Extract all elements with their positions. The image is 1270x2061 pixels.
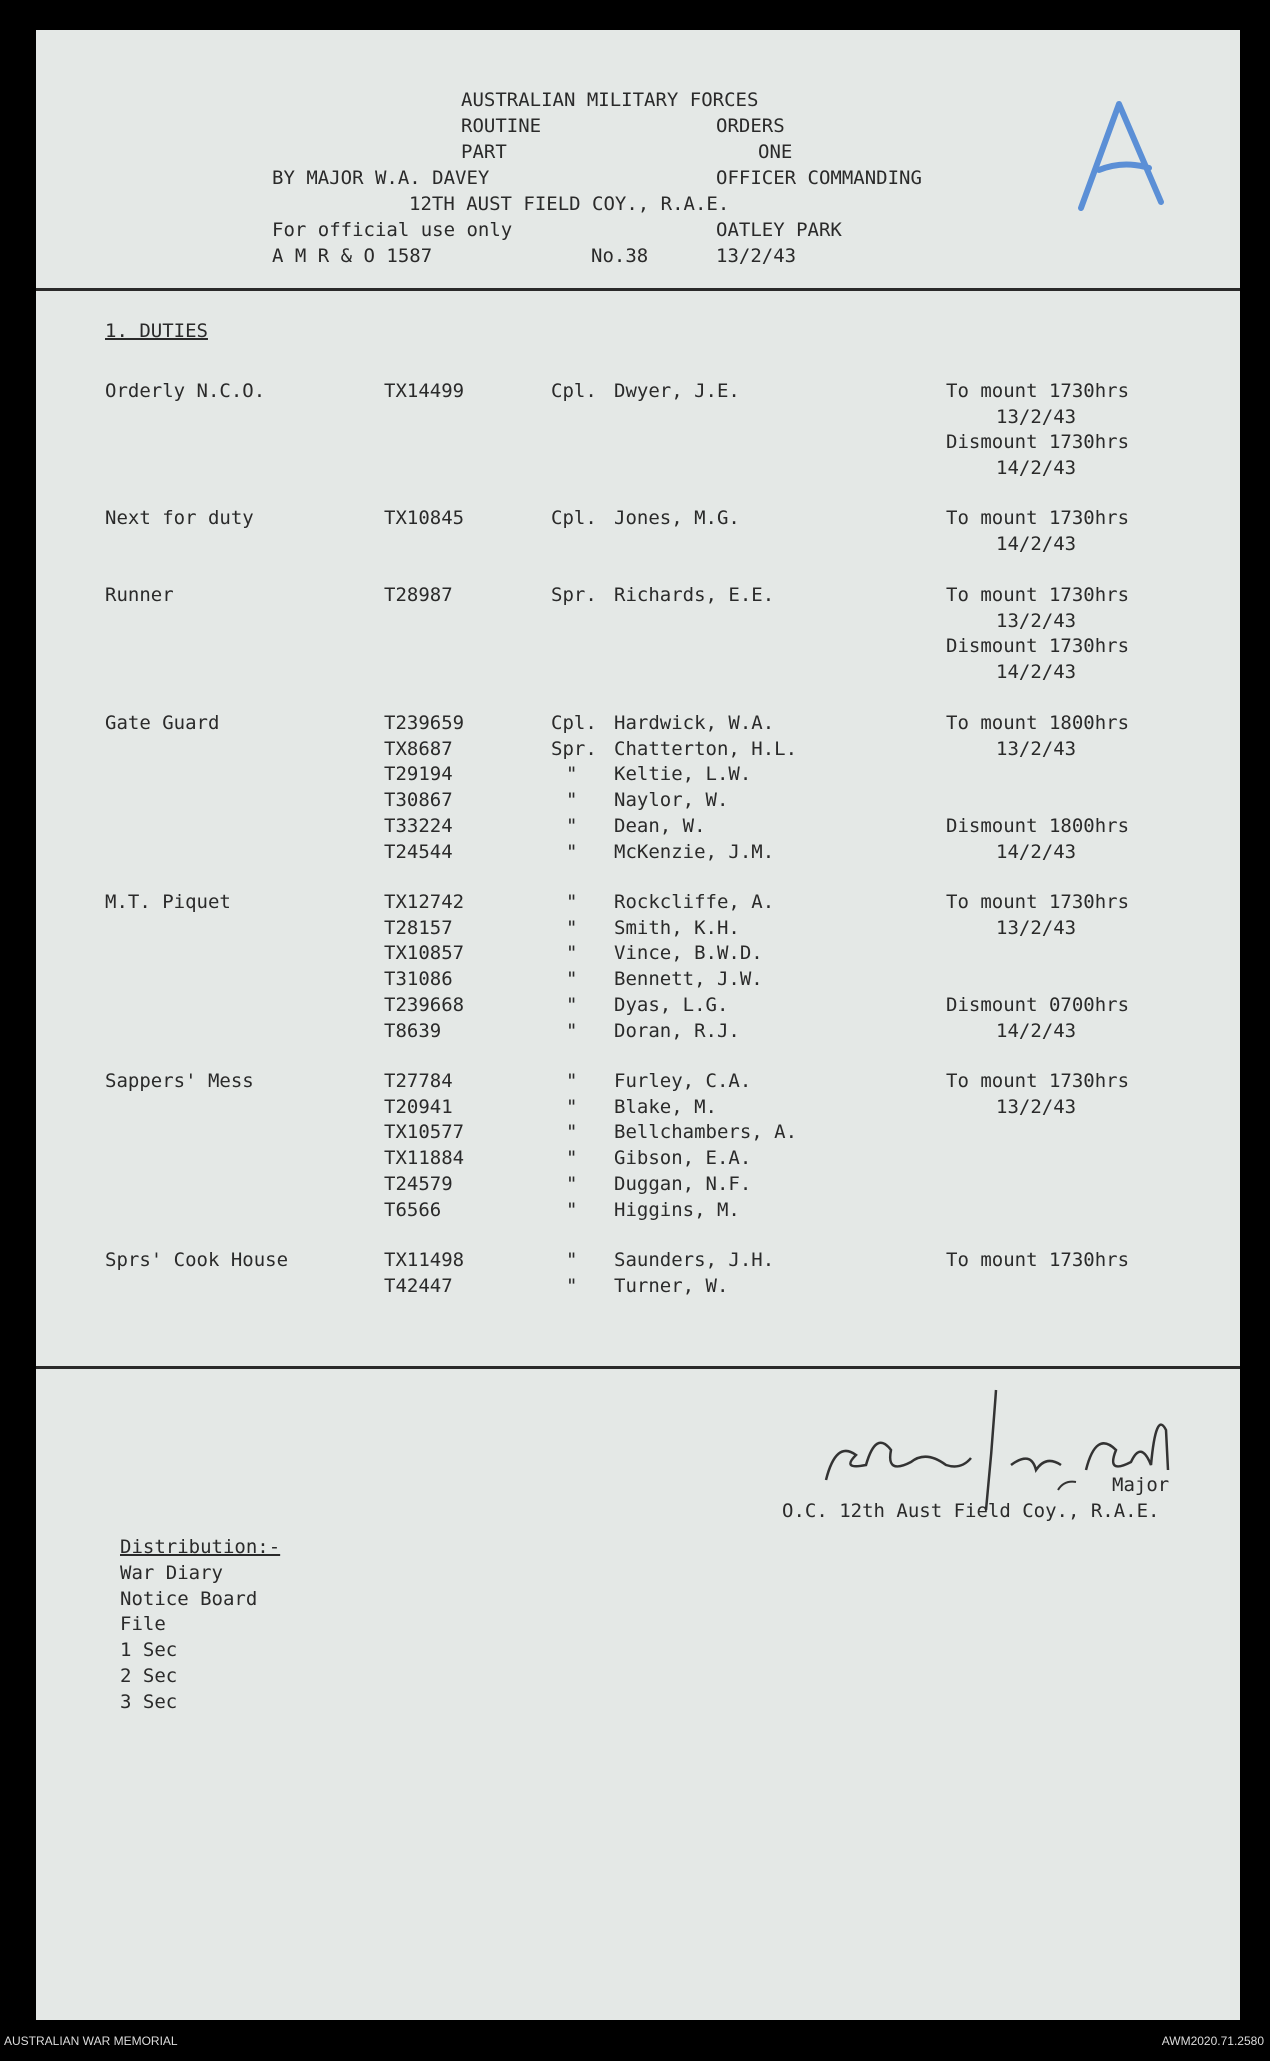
rank: ": [566, 763, 578, 786]
member-name: Higgins, M.: [614, 1198, 740, 1221]
rank: ": [566, 814, 578, 837]
time-date: 14/2/43: [996, 532, 1077, 555]
member-name: Dean, W.: [614, 814, 706, 837]
member-name: Bellchambers, A.: [614, 1121, 798, 1144]
member-name: Naylor, W.: [614, 789, 729, 812]
time-line: To mount 1730hrs: [946, 584, 1130, 606]
service-number: T20941: [384, 1095, 453, 1118]
duty-name: Sappers' Mess: [105, 1070, 254, 1092]
service-number: T42447: [384, 1274, 453, 1297]
service-number: T24544: [384, 840, 453, 863]
time-date: 13/2/43: [996, 405, 1077, 428]
rank: ": [566, 1070, 578, 1092]
service-number: T6566: [384, 1198, 442, 1221]
member-name: Doran, R.J.: [614, 1019, 740, 1042]
document-page: [36, 30, 1240, 2020]
member-name: McKenzie, J.M.: [614, 840, 775, 863]
service-number: T33224: [384, 814, 453, 837]
time-date: 14/2/43: [996, 840, 1077, 863]
header-orders: ORDERS: [716, 115, 785, 137]
service-number: T31086: [384, 968, 453, 991]
member-name: Keltie, L.W.: [614, 763, 752, 786]
distribution-item: Notice Board: [120, 1587, 258, 1610]
rank: ": [566, 1274, 578, 1297]
time-line: Dismount 0700hrs: [946, 993, 1130, 1016]
member-name: Chatterton, H.L.: [614, 737, 798, 760]
service-number: TX8687: [384, 737, 453, 760]
time-line: Dismount 1730hrs: [946, 635, 1130, 658]
header-title: AUSTRALIAN MILITARY FORCES: [461, 89, 759, 111]
rank: ": [566, 1147, 578, 1170]
rank: ": [566, 891, 578, 913]
service-number: TX14499: [384, 380, 465, 402]
duty-name: M.T. Piquet: [105, 891, 231, 913]
rank: Spr.: [551, 737, 597, 760]
bottom-divider: [36, 1366, 1240, 1369]
time-date: 13/2/43: [996, 1095, 1077, 1118]
service-number: T8639: [384, 1019, 442, 1042]
member-name: Saunders, J.H.: [614, 1249, 775, 1271]
service-number: T28157: [384, 916, 453, 939]
duty-name: Gate Guard: [105, 712, 220, 734]
header-official: For official use only: [272, 219, 513, 241]
rank: Cpl.: [551, 712, 597, 734]
footer-credit: AUSTRALIAN WAR MEMORIAL: [4, 2034, 178, 2048]
header-unit: 12TH AUST FIELD COY., R.A.E.: [409, 193, 730, 215]
time-line: Dismount 1800hrs: [946, 814, 1130, 837]
member-name: Vince, B.W.D.: [614, 942, 763, 965]
header-amr: A M R & O 1587: [272, 245, 433, 267]
member-name: Dyas, L.G.: [614, 993, 729, 1016]
rank: ": [566, 1019, 578, 1042]
member-name: Turner, W.: [614, 1274, 729, 1297]
duty-name: Orderly N.C.O.: [105, 380, 266, 402]
header-one: ONE: [758, 141, 793, 163]
member-name: Blake, M.: [614, 1095, 717, 1118]
rank: ": [566, 993, 578, 1016]
header-by: BY MAJOR W.A. DAVEY: [272, 167, 490, 189]
rank: ": [566, 1172, 578, 1195]
member-name: Smith, K.H.: [614, 916, 740, 939]
distribution-item: File: [120, 1613, 166, 1636]
distribution-title: Distribution:-: [120, 1536, 281, 1558]
service-number: TX10845: [384, 507, 465, 529]
time-date: 14/2/43: [996, 457, 1077, 480]
time-date: 13/2/43: [996, 609, 1077, 632]
member-name: Gibson, E.A.: [614, 1147, 752, 1170]
time-line: To mount 1730hrs: [946, 891, 1130, 913]
rank: Cpl.: [551, 507, 597, 529]
member-name: Duggan, N.F.: [614, 1172, 752, 1195]
footer-accession: AWM2020.71.2580: [1161, 2034, 1264, 2048]
duty-name: Next for duty: [105, 507, 254, 529]
member-name: Jones, M.G.: [614, 507, 740, 529]
service-number: T28987: [384, 584, 453, 606]
time-line: Dismount 1730hrs: [946, 431, 1130, 454]
service-number: T239659: [384, 712, 465, 734]
time-line: To mount 1730hrs: [946, 380, 1130, 402]
service-number: T24579: [384, 1172, 453, 1195]
header-part: PART: [461, 141, 507, 163]
header-routine: ROUTINE: [461, 115, 542, 137]
service-number: T239668: [384, 993, 465, 1016]
time-date: 13/2/43: [996, 737, 1077, 760]
member-name: Dwyer, J.E.: [614, 380, 740, 402]
service-number: T29194: [384, 763, 453, 786]
time-date: 14/2/43: [996, 1019, 1077, 1042]
rank: ": [566, 968, 578, 991]
rank: ": [566, 789, 578, 812]
time-line: To mount 1730hrs: [946, 1249, 1130, 1271]
handwritten-a-mark: [1061, 90, 1181, 220]
rank: ": [566, 916, 578, 939]
duty-name: Runner: [105, 584, 174, 606]
service-number: T30867: [384, 789, 453, 812]
rank: ": [566, 840, 578, 863]
member-name: Hardwick, W.A.: [614, 712, 775, 734]
member-name: Richards, E.E.: [614, 584, 775, 606]
rank: ": [566, 1121, 578, 1144]
distribution-item: 1 Sec: [120, 1639, 178, 1662]
time-line: To mount 1730hrs: [946, 507, 1130, 529]
header-location: OATLEY PARK: [716, 219, 842, 241]
rank: ": [566, 1095, 578, 1118]
top-divider: [36, 288, 1240, 291]
rank: Cpl.: [551, 380, 597, 402]
member-name: Furley, C.A.: [614, 1070, 752, 1092]
service-number: TX11498: [384, 1249, 465, 1271]
service-number: TX10577: [384, 1121, 465, 1144]
time-line: To mount 1730hrs: [946, 1070, 1130, 1092]
header-number: No.38: [591, 245, 649, 267]
member-name: Rockcliffe, A.: [614, 891, 775, 913]
duty-name: Sprs' Cook House: [105, 1249, 289, 1271]
time-date: 14/2/43: [996, 661, 1077, 684]
rank: Spr.: [551, 584, 597, 606]
member-name: Bennett, J.W.: [614, 968, 763, 991]
distribution-item: 3 Sec: [120, 1690, 178, 1713]
service-number: T27784: [384, 1070, 453, 1092]
header-date: 13/2/43: [716, 245, 797, 267]
distribution-item: War Diary: [120, 1562, 223, 1584]
service-number: TX12742: [384, 891, 465, 913]
section-title: 1. DUTIES: [105, 320, 208, 342]
rank: ": [566, 1249, 578, 1271]
signature-block: O.C. 12th Aust Field Coy., R.A.E.: [782, 1500, 1160, 1522]
distribution-item: 2 Sec: [120, 1664, 178, 1687]
header-officer: OFFICER COMMANDING: [716, 167, 922, 189]
rank: ": [566, 1198, 578, 1221]
time-date: 13/2/43: [996, 916, 1077, 939]
service-number: TX10857: [384, 942, 465, 965]
signature-title: Major: [1112, 1474, 1170, 1496]
time-line: To mount 1800hrs: [946, 712, 1130, 734]
service-number: TX11884: [384, 1147, 465, 1170]
rank: ": [566, 942, 578, 965]
